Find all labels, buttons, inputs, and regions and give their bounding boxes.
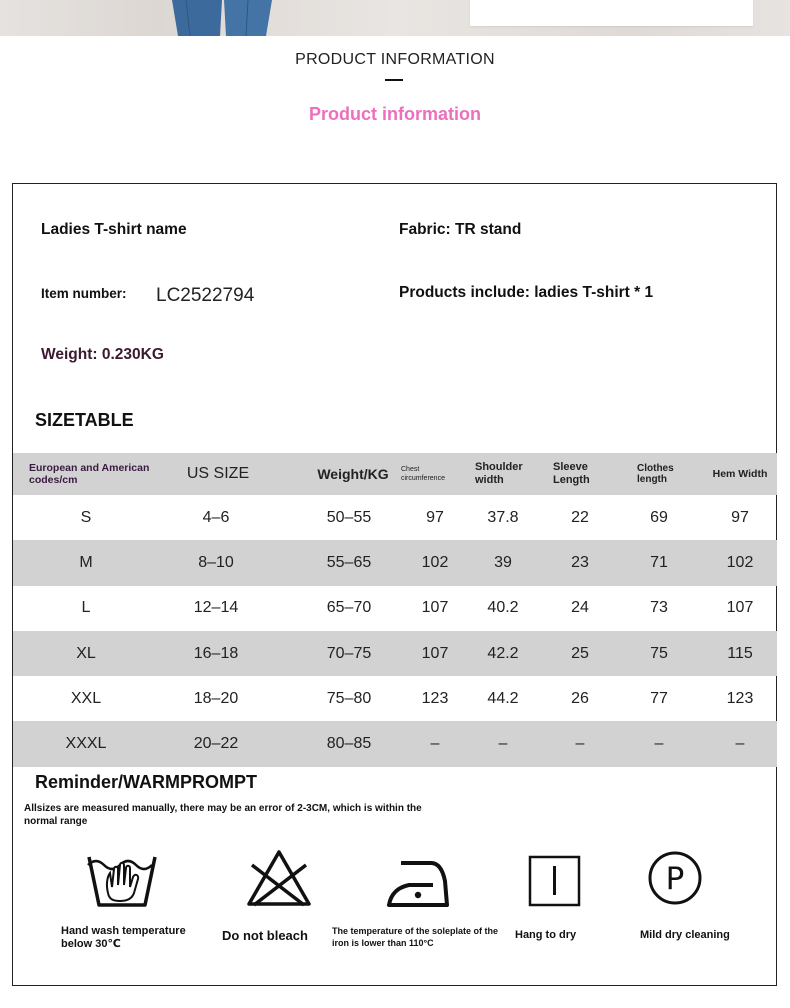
column-header-hem-width: Hem Width [712, 467, 768, 480]
table-cell: 123 [726, 689, 754, 707]
table-cell: XL [76, 644, 96, 662]
table-cell: 115 [727, 644, 753, 662]
column-header-weight: Weight/KG [317, 465, 389, 482]
table-cell: – [735, 735, 745, 753]
hand-wash-icon [86, 849, 158, 911]
dry-clean-icon [647, 850, 703, 906]
table-cell: 71 [650, 553, 668, 571]
product-photo-strip [0, 0, 790, 36]
table-cell: XXXL [65, 735, 107, 753]
table-cell: 18–20 [193, 689, 239, 707]
table-cell: 123 [421, 689, 449, 707]
table-row [13, 540, 777, 585]
column-header-chest: Chest circumference [401, 466, 445, 482]
table-row [13, 586, 777, 631]
table-cell: 75–80 [326, 689, 372, 707]
table-cell: 42.2 [487, 644, 519, 662]
table-row [13, 495, 777, 540]
table-cell: – [498, 735, 508, 753]
item-number-value: LC2522794 [156, 285, 255, 306]
table-cell: S [80, 508, 92, 526]
table-cell: 80–85 [326, 735, 372, 753]
table-cell: 102 [726, 553, 754, 571]
table-cell: M [79, 553, 93, 571]
section-subtitle: Product information [309, 104, 481, 124]
table-cell: 97 [731, 508, 749, 526]
svg-text:P: P [665, 861, 685, 897]
size-table-body [13, 495, 777, 767]
photo-caption-card [470, 0, 753, 26]
table-cell: 107 [421, 599, 449, 617]
jeans-photo-fragment [168, 0, 276, 36]
table-row [13, 721, 777, 766]
column-header-sleeve: Sleeve Length [553, 461, 590, 486]
column-header-us-size: US SIZE [186, 464, 250, 482]
column-header-shoulder: Shoulder width [475, 461, 523, 486]
table-cell: 22 [571, 508, 589, 526]
table-cell: 23 [571, 553, 589, 571]
table-cell: 8–10 [198, 553, 234, 571]
hand-wash-label: Hand wash temperature below 30℃ [61, 925, 186, 950]
size-table [13, 453, 777, 767]
table-cell: 16–18 [193, 644, 239, 662]
do-not-bleach-label: Do not bleach [222, 928, 308, 943]
table-cell: 97 [426, 508, 444, 526]
hang-to-dry-label: Hang to dry [515, 929, 577, 941]
column-header-clothes-length: Clothes length [637, 462, 674, 485]
iron-icon [387, 857, 449, 909]
table-cell: 20–22 [193, 735, 239, 753]
iron-temperature-label: The temperature of the soleplate of the iron is lower than 110°C [332, 926, 499, 948]
table-row [13, 631, 777, 676]
size-table-header [13, 453, 777, 495]
table-cell: 107 [726, 599, 754, 617]
table-cell: 40.2 [487, 599, 519, 617]
column-header-eu-code: European and American codes/cm [29, 461, 150, 486]
reminder-text: Allsizes are measured manually, there may be an error of 2-3CM, which is within the normal range [24, 803, 422, 827]
products-include: Products include: ladies T-shirt * 1 [399, 284, 654, 301]
table-cell: 77 [650, 689, 668, 707]
table-cell: 39 [494, 553, 512, 571]
table-cell: – [430, 735, 440, 753]
table-cell: 102 [421, 553, 449, 571]
table-cell: L [81, 599, 91, 617]
table-cell: 107 [421, 644, 449, 662]
title-divider [385, 79, 403, 81]
product-name: Ladies T-shirt name [41, 221, 187, 238]
table-cell: 12–14 [193, 599, 239, 617]
table-cell: 65–70 [326, 599, 372, 617]
table-cell: 50–55 [326, 508, 372, 526]
reminder-title: Reminder/WARMPROMPT [35, 772, 258, 792]
table-cell: 73 [650, 599, 668, 617]
table-cell: 37.8 [487, 508, 519, 526]
weight-info: Weight: 0.230KG [41, 346, 164, 363]
size-table-title: SIZETABLE [35, 410, 134, 430]
table-cell: – [575, 735, 585, 753]
table-cell: 69 [650, 508, 668, 526]
table-cell: 75 [650, 644, 668, 662]
fabric-info: Fabric: TR stand [399, 221, 522, 238]
do-not-bleach-icon [246, 849, 312, 907]
item-number-label: Item number: [41, 286, 127, 301]
section-title: PRODUCT INFORMATION [295, 51, 495, 68]
table-cell: 25 [571, 644, 589, 662]
table-cell: 44.2 [487, 689, 519, 707]
table-cell: 4–6 [202, 508, 230, 526]
table-cell: 55–65 [326, 553, 372, 571]
table-cell: 24 [571, 599, 589, 617]
table-cell: 70–75 [326, 644, 372, 662]
table-row [13, 676, 777, 721]
table-cell: – [654, 735, 664, 753]
hang-dry-icon [528, 855, 581, 907]
table-cell: XXL [70, 689, 102, 707]
table-cell: 26 [571, 689, 589, 707]
mild-dry-cleaning-label: Mild dry cleaning [640, 929, 730, 941]
